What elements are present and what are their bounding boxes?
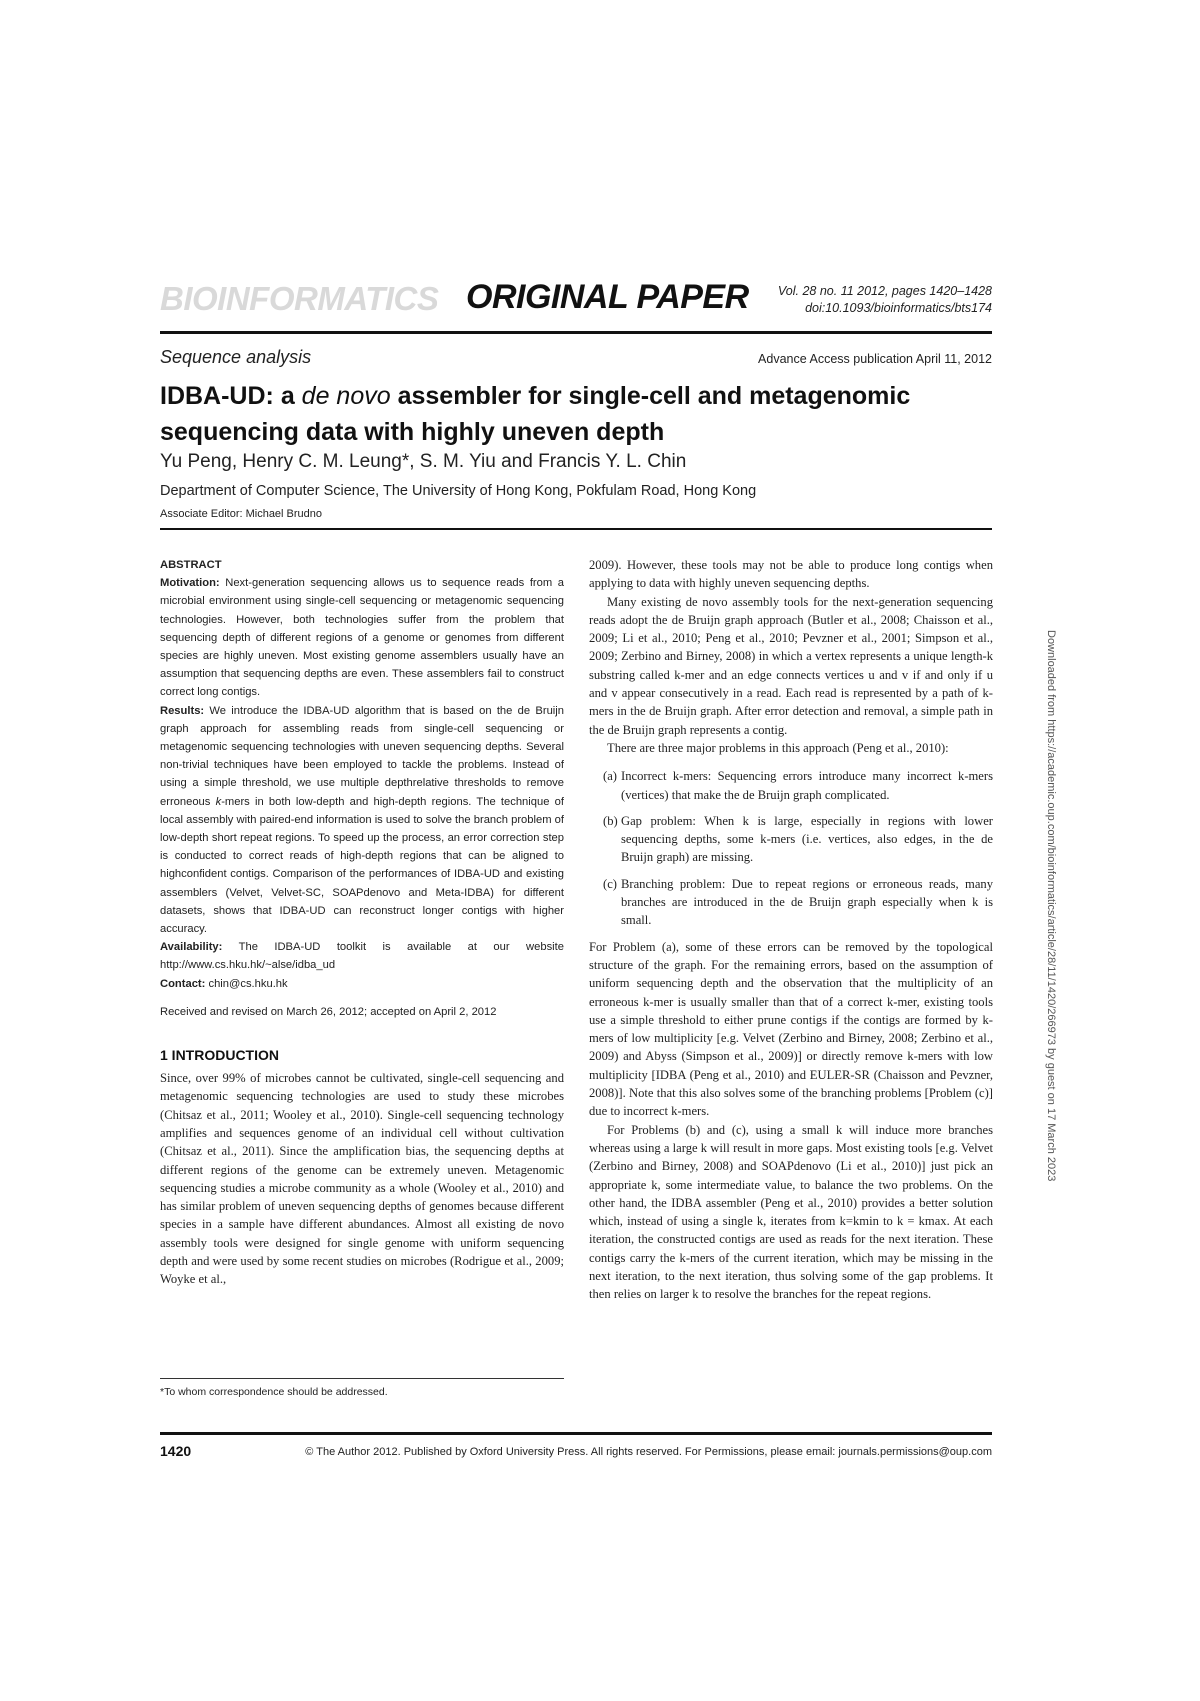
journal-name: BIOINFORMATICS [160, 280, 439, 317]
volume-info [778, 283, 992, 317]
abstract [160, 556, 564, 1021]
correspondence-footnote: *To whom correspondence should be addressed. [160, 1386, 388, 1398]
right-paragraph-1: 2009). However, these tools may not be able to produce long contigs when applying to data with highly uneven sequencing depths. [589, 558, 993, 591]
abstract-availability [160, 938, 564, 974]
section-label: Sequence analysis [160, 347, 312, 367]
motivation-label: Motivation: [160, 577, 220, 590]
list-item [589, 875, 993, 930]
list-item-text: Incorrect k-mers: Sequencing errors introduce many incorrect k-mers (vertices) that make the de Bruijn graph complicated. [621, 769, 993, 802]
intro-paragraph: Since, over 99% of microbes cannot be cultivated, single-cell sequencing and metagenomic sequencing technologies are used to study these microbes (Chitsaz et al., 2011; Wooley et al., 2010). Single-cell sequencing technology amplifies and sequences genome of an individual cell without cultivation (Chitsaz et al., 2011). Since the amplification bias, the sequencing depths at different regions of the genome can be extremely uneven. Metagenomic sequencing studies a microbe community as a whole (Wooley et al., 2010) and has similar problem of uneven sequencing depths of genomes because different species in a sample have different abundances. Almost all existing de novo assembly tools were designed for single genome with uniform sequencing depth and were used by some recent studies on microbes (Rodrigue et al., 2009; Woyke et al., [160, 1071, 564, 1287]
right-paragraph-2: Many existing de novo assembly tools for the next-generation sequencing reads adopt the de Bruijn graph approach (Butler et al., 2008; Chaisson et al., 2009; Li et al., 2010; Peng et al., 2010; Pevzner et al., 2001; Simpson et al., 2009; Zerbino and Birney, 2008) in which a vertex represents a unique length-k substring called k-mer and an edge connects vertices u and v if and only if u and v appear consecutively in a read. Each read is represented by a path of k-mers in the de Bruijn graph. After error detection and removal, a simple path in the de Bruijn graph represents a contig. [589, 594, 993, 737]
associate-editor: Associate Editor: Michael Brudno [160, 508, 323, 520]
received-dates: Received and revised on March 26, 2012; accepted on April 2, 2012 [160, 1005, 497, 1018]
paper-title [160, 378, 1000, 450]
availability-text[interactable]: The IDBA-UD toolkit is available at our website http://www.cs.hku.hk/~alse/idba_ud [160, 941, 564, 972]
list-item-text: Gap problem: When k is large, especially in regions with lower sequencing depths, some k-mers (i.e. vertices, also edges, in the de Bruijn graph) are missing. [621, 813, 993, 865]
results-text-a: We introduce the IDBA-UD algorithm that is based on the de Bruijn graph approach for assembling reads from single-cell sequencing or metagenomic sequencing technologies with uneven sequencing depths. Several non-trivial techniques have been employed to tackle the problems. Instead of using a simple threshold, we use multiple depthrelative thresholds to remove erroneous [160, 704, 564, 808]
availability-label: Availability: [160, 941, 223, 954]
contact-label: Contact: [160, 977, 206, 990]
title-part-3: assembler for single-cell and metagenomic [390, 382, 911, 410]
list-item [589, 812, 993, 867]
affiliation: Department of Computer Science, The University of Hong Kong, Pokfulam Road, Hong Kong [160, 483, 757, 499]
title-line-2: sequencing data with highly uneven depth [160, 418, 665, 446]
problem-list [589, 767, 993, 929]
title-italic: de novo [301, 382, 391, 410]
list-item-label: (a) [603, 769, 617, 784]
intro-heading: 1 INTRODUCTION [160, 1047, 279, 1064]
download-watermark-text: Downloaded from https://academic.oup.com/bioinformatics/article/28/11/1420/266973 by guest on 17 March 2023 [1045, 630, 1057, 1182]
results-label: Results: [160, 704, 205, 717]
motivation-text: Next-generation sequencing allows us to sequence reads from a microbial environment using single-cell sequencing or metagenomic sequencing technologies. However, both technologies suffer from the problem that sequencing depth of different regions of a genome or genomes from different species are highly uneven. Most existing genome assemblers usually have an assumption that sequencing depths are even. These assemblers fail to construct correct long contigs. [160, 577, 564, 699]
abstract-heading: ABSTRACT [160, 559, 222, 571]
results-text-b: -mers in both low-depth and high-depth regions. The technique of local assembly with paired-end information is used to solve the branch problem of low-depth short repeat regions. To speed up the process, an error correction step is conducted to correct reads of high-depth regions that can be aligned to highconfident contigs. Comparison of the performances of IDBA-UD and existing assemblers (Velvet, Velvet-SC, SOAPdenovo and Meta-IDBA) for different datasets, shows that IDBA-UD can reconstruct longer contigs with higher accuracy. [160, 795, 564, 936]
list-item-label: (b) [603, 813, 618, 828]
right-paragraph-3: There are three major problems in this approach (Peng et al., 2010): [607, 740, 949, 755]
advance-access: Advance Access publication April 11, 2012 [758, 352, 992, 366]
abstract-results [160, 702, 564, 939]
abstract-motivation [160, 574, 564, 701]
left-column [160, 556, 564, 1289]
footer-rule [160, 1432, 992, 1435]
list-item-label: (c) [603, 876, 617, 891]
list-item [589, 767, 993, 804]
footnote-rule [160, 1378, 564, 1379]
right-paragraph-4: For Problem (a), some of these errors can be removed by the topological structure of the graph. For the remaining errors, based on the assumption of uniform sequencing depth and the observation that the multiplicity of an erroneous k-mer is usually smaller than that of a correct k-mer, existing tools use a simple threshold to either prune contigs if the contigs are formed by k-mers of low multiplicity [e.g. Velvet (Zerbino and Birney, 2008; Zerbino et al., 2009) and Abyss (Simpson et al., 2009)] or directly remove k-mers with low multiplicity [IDBA (Peng et al., 2010) and EULER-SR (Chaisson and Pevzner, 2008)]. Note that this also solves some of the branching problems [Problem (c)] due to incorrect k-mers. [589, 939, 993, 1119]
right-column [589, 556, 993, 1304]
abstract-contact [160, 975, 564, 993]
right-paragraph-5: For Problems (b) and (c), using a small k will induce more branches whereas using a large k will result in more gaps. Most existing tools [e.g. Velvet (Zerbino and Birney, 2008) and SOAPdenovo (Li et al., 2010)] just pick an appropriate k, some intermediate value, to balance the two problems. On the other hand, the IDBA assembler (Peng et al., 2010) provides a better solution which, instead of using a single k, iterates from k=kmin to k = kmax. At each iteration, the constructed contigs are used as reads for the next iteration. These contigs carry the k-mers of the current iteration, which may be missing in the next iteration, to the next iteration, thus solving some of the gap problems. It then relies on larger k to resolve the branches for the repeat regions. [589, 1122, 993, 1302]
title-rule [160, 528, 992, 530]
title-part-1: IDBA-UD: a [160, 382, 302, 410]
author-list: Yu Peng, Henry C. M. Leung*, S. M. Yiu and Francis Y. L. Chin [160, 451, 687, 472]
copyright-notice: © The Author 2012. Published by Oxford University Press. All rights reserved. For Permissions, please email: journals.permissions@oup.com [305, 1446, 992, 1458]
contact-email[interactable]: chin@cs.hku.hk [205, 977, 288, 990]
page-number: 1420 [160, 1443, 192, 1459]
list-item-text: Branching problem: Due to repeat regions or erroneous reads, many branches are introduced in the de Bruijn graph especially when k is small. [621, 876, 993, 928]
doi-line: doi:10.1093/bioinformatics/bts174 [805, 301, 992, 315]
paper-type: ORIGINAL PAPER [466, 278, 749, 316]
header-rule [160, 331, 992, 334]
volume-line: Vol. 28 no. 11 2012, pages 1420–1428 [777, 284, 992, 298]
results-k: k [215, 795, 222, 808]
